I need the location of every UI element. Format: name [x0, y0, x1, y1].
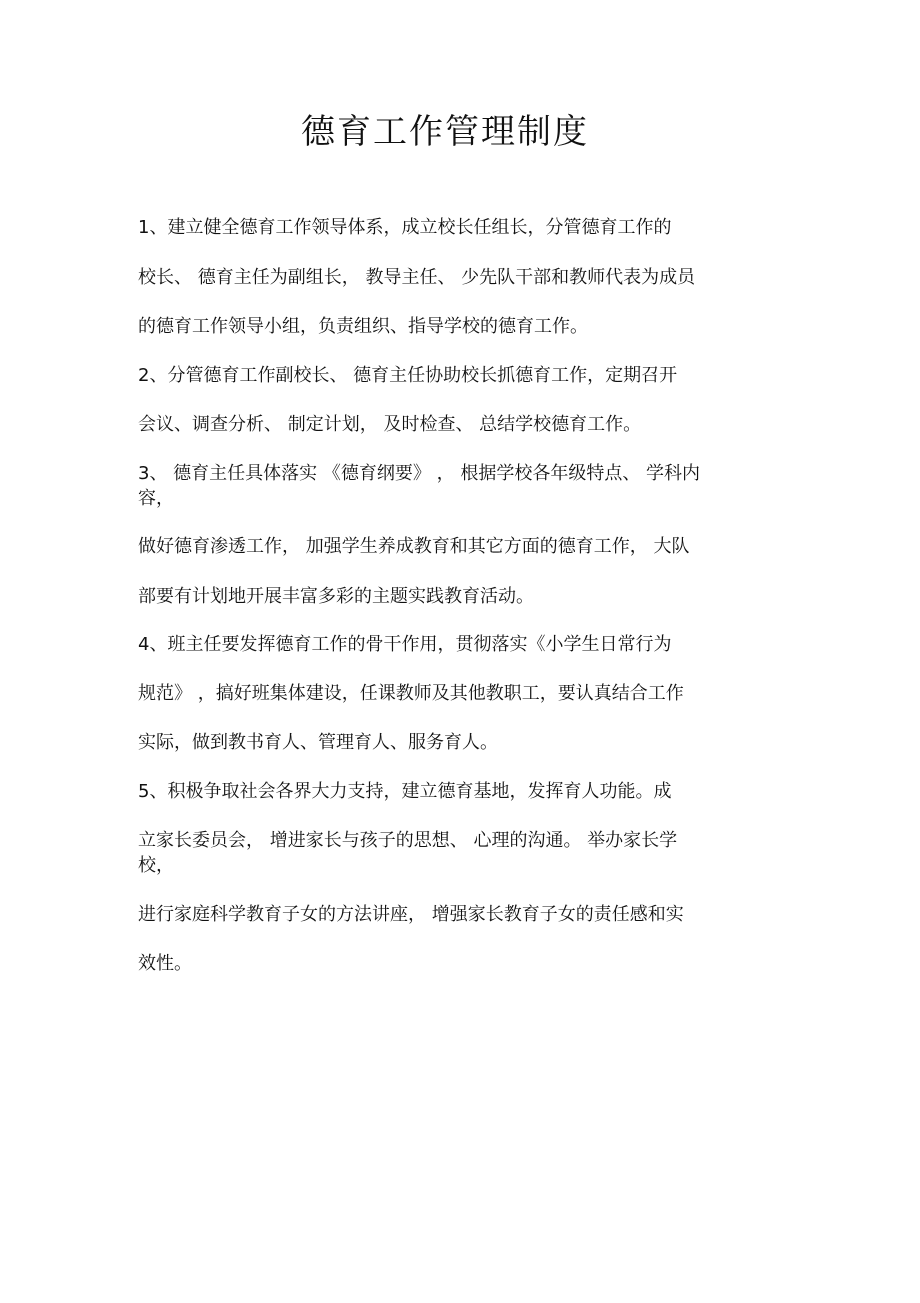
text-line-15: 校，: [138, 855, 174, 876]
document-title: 德育工作管理制度: [301, 112, 589, 152]
text-line-11: 规范》 ，搞好班集体建设，任课教师及其他教职工，要认真结合工作: [138, 683, 684, 704]
text-line-14: 立家长委员会， 增进家长与孩子的思想、 心理的沟通。 举办家长学: [138, 830, 678, 851]
text-line-6: 3、 德育主任具体落实 《德育纲要》 ， 根据学校各年级特点、 学科内: [138, 463, 701, 484]
text-line-1: 1、建立健全德育工作领导体系，成立校长任组长，分管德育工作的: [138, 217, 672, 238]
text-line-7: 容，: [138, 488, 174, 509]
text-line-5: 会议、调查分析、 制定计划， 及时检查、 总结学校德育工作。: [138, 414, 642, 435]
text-line-10: 4、班主任要发挥德育工作的骨干作用，贯彻落实《小学生日常行为: [138, 634, 672, 655]
text-line-3: 的德育工作领导小组，负责组织、指导学校的德育工作。: [138, 316, 588, 337]
text-line-12: 实际，做到教书育人、管理育人、服务育人。: [138, 732, 498, 753]
text-line-16: 进行家庭科学教育子女的方法讲座， 增强家长教育子女的责任感和实: [138, 904, 684, 925]
text-line-8: 做好德育渗透工作， 加强学生养成教育和其它方面的德育工作， 大队: [138, 536, 690, 557]
text-line-17: 效性。: [138, 953, 192, 974]
text-line-2: 校长、 德育主任为副组长， 教导主任、 少先队干部和教师代表为成员: [138, 267, 696, 288]
text-line-9: 部要有计划地开展丰富多彩的主题实践教育活动。: [138, 586, 534, 607]
text-line-13: 5、积极争取社会各界大力支持，建立德育基地，发挥育人功能。成: [138, 781, 672, 802]
text-line-4: 2、分管德育工作副校长、 德育主任协助校长抓德育工作，定期召开: [138, 365, 678, 386]
